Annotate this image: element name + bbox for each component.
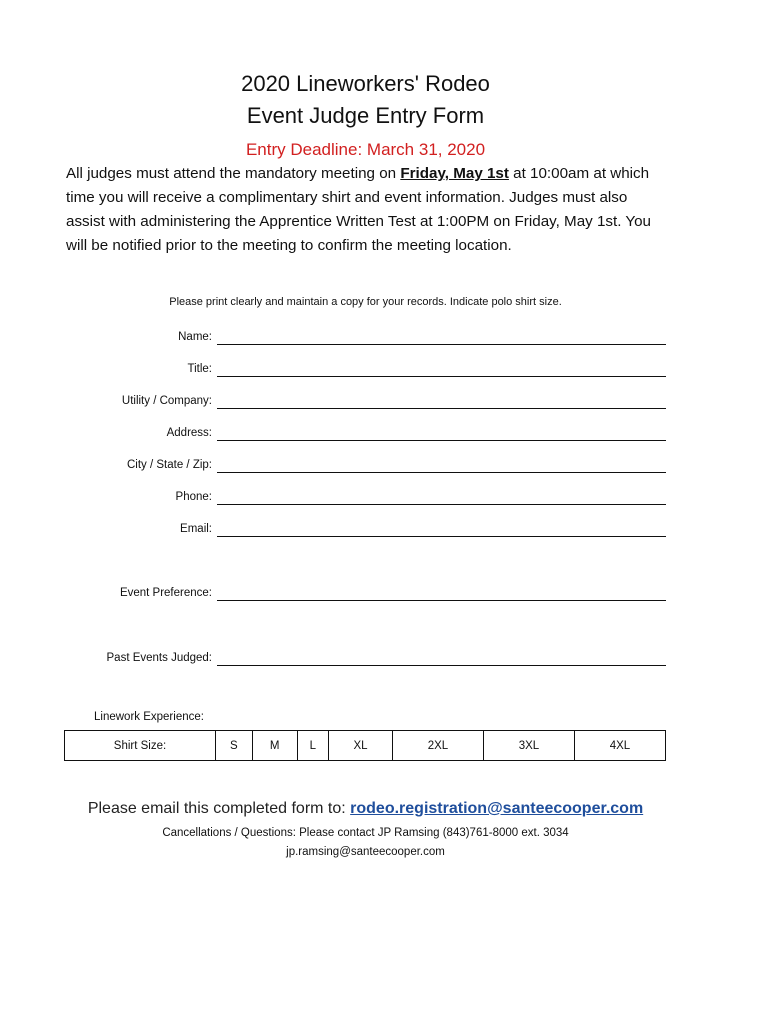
name-label: Name: xyxy=(178,331,212,343)
city-state-zip-label: City / State / Zip: xyxy=(127,459,212,471)
email-label: Email: xyxy=(180,523,212,535)
entry-deadline: Entry Deadline: March 31, 2020 xyxy=(245,140,486,159)
shirt-size-xl[interactable]: XL xyxy=(329,731,393,761)
event-preference-row xyxy=(60,581,666,601)
intro-paragraph xyxy=(66,162,656,258)
intro-text-part1: All judges must attend the mandatory meeting on xyxy=(66,165,401,182)
address-field-row xyxy=(60,421,666,441)
contact-info: Cancellations / Questions: Please contact JP Ramsing (843)761-8000 ext. 3034 xyxy=(162,827,569,839)
city-state-zip-input[interactable] xyxy=(217,454,666,473)
event-preference-label: Event Preference: xyxy=(119,587,212,599)
contact-email: jp.ramsing@santeecooper.com xyxy=(286,846,445,858)
registration-email-link[interactable]: rodeo.registration@santeecooper.com xyxy=(350,800,644,817)
company-input[interactable] xyxy=(217,390,666,409)
past-events-row xyxy=(60,646,666,666)
phone-input[interactable] xyxy=(217,486,666,505)
title-label: Title: xyxy=(187,363,212,375)
shirt-size-row xyxy=(65,731,666,761)
phone-field-row xyxy=(60,485,666,505)
name-input[interactable] xyxy=(217,326,666,345)
company-label: Utility / Company: xyxy=(121,395,212,407)
event-preference-input[interactable] xyxy=(217,582,666,601)
shirt-size-2xl[interactable]: 2XL xyxy=(392,731,483,761)
title-field-row xyxy=(60,357,666,377)
form-title-line2: Event Judge Entry Form xyxy=(246,103,485,128)
intro-text-part2: at 10:00am at which time you will receive a complimentary shirt and event information. Judges must also assist with administering the Apprentice Written Test at 1:00PM on Friday, May 1st. You will be notified prior to the meeting to confirm the meeting location. xyxy=(66,165,652,254)
past-events-label: Past Events Judged: xyxy=(106,652,212,664)
email-prompt: Please email this completed form to: xyxy=(87,800,351,817)
form-title-line1: 2020 Lineworkers' Rodeo xyxy=(241,71,490,96)
past-events-input[interactable] xyxy=(217,647,666,666)
email-input[interactable] xyxy=(217,518,666,537)
company-field-row xyxy=(60,389,666,409)
address-input[interactable] xyxy=(217,422,666,441)
shirt-size-table xyxy=(64,730,666,761)
phone-label: Phone: xyxy=(175,491,212,503)
city-field-row xyxy=(60,453,666,473)
linework-experience-label: Linework Experience: xyxy=(94,711,204,723)
title-input[interactable] xyxy=(217,358,666,377)
shirt-size-l[interactable]: L xyxy=(297,731,328,761)
instructions-note: Please print clearly and maintain a copy for your records. Indicate polo shirt size. xyxy=(169,296,562,308)
shirt-size-3xl[interactable]: 3XL xyxy=(483,731,574,761)
shirt-size-label: Shirt Size: xyxy=(65,731,216,761)
email-field-row xyxy=(60,517,666,537)
shirt-size-s[interactable]: S xyxy=(216,731,253,761)
intro-meeting-date: Friday, May 1st xyxy=(400,165,509,182)
shirt-size-m[interactable]: M xyxy=(252,731,297,761)
name-field-row xyxy=(60,325,666,345)
email-instructions xyxy=(0,797,731,821)
shirt-size-4xl[interactable]: 4XL xyxy=(574,731,665,761)
address-label: Address: xyxy=(166,427,212,439)
